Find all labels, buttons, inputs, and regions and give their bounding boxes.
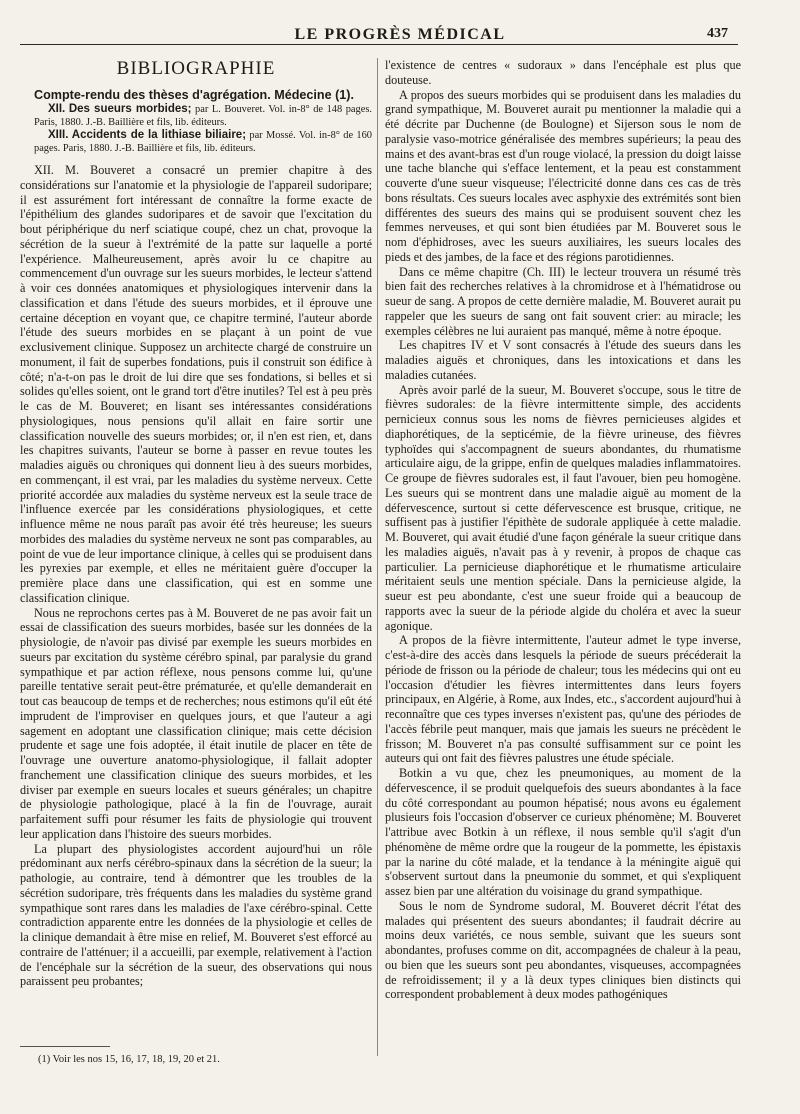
footnote: (1) Voir les nos 15, 16, 17, 18, 19, 20 et 21. — [38, 1054, 220, 1065]
left-column — [20, 58, 372, 1078]
body-paragraph: La plupart des physiologistes accordent aujourd'hui un rôle prédominant aux nerfs cérébro-spinaux dans la sécrétion de la sueur; la pathologie, au contraire, tend à démontrer que les troubles de la sécrétion sudoripare, très fréquents dans les maladies du système grand sympathique sont rares dans les maladies de l'axe cérébro-spinal. Cette contradiction apparente entre les données de la physiologie et celles de la clinique demandait à être mise en relief, M. Bouveret s'est efforcé au contraire de l'atténuer; il a accueilli, par exemple, relativement à l'action de l'encéphale sur la sécrétion de la sueur, des observations qui nous paraissent peu probantes; — [20, 841, 372, 989]
body-paragraph: Dans ce même chapitre (Ch. III) le lecteur trouvera un résumé très bien fait des recherches relatives à la chromidrose et à l'hématidrose ou sueur de sang. A propos de cette dernière maladie, M. Bouveret aurait pu rappeler que les sueurs de sang ont fait souvent crier: au miracle; les exemples célèbres ne lui auraient pas manqué, même à notre époque. — [385, 264, 741, 338]
reference-title: Accidents de la lithiase biliaire; — [71, 129, 247, 141]
reference-details: par Mossé. Vol. in-8° de 160 pages. Paris, 1880. J.-B. Baillière et fils, lib. éditeurs. — [34, 130, 372, 154]
reference-item — [20, 103, 372, 129]
body-paragraph: Après avoir parlé de la sueur, M. Bouveret s'occupe, sous le titre de fièvres sudorales: de la fièvre intermittente simple, des accidents pernicieux connus sous les noms de fièvres pernicieuses algides et diaphorétiques, de la septicémie, de la fièvre urineuse, des fièvres typhoïdes qui s'accompagnent de sueurs abondantes, du rhumatisme articulaire aigu, de la grippe, enfin de quelques maladies inflammatoires. Ce groupe de fièvres sudorales est, il faut l'avouer, bien peu homogène. Les sueurs qui se montrent dans une maladie aiguë au moment de la défervescence, surtout si cette défervescence est brusque, critique, ne suffisent pas à justifier l'épithète de sudorale appliquée à cette maladie. M. Bouveret, qui avait étudié d'une façon générale la sueur critique dans les maladies aiguës, n'avait pas à y revenir, à propos de chaque cas particulier. La pernicieuse diaphorétique et le rhumatisme articulaire méritaient seuls une mention spéciale. Dans la pernicieuse algide, la sueur est peu abondante, c'est une sueur froide qui a beaucoup de rapports avec la sueur de la période algide du choléra et avec la sueur agonique. — [385, 382, 741, 633]
body-paragraph: XII. M. Bouveret a consacré un premier chapitre à des considérations sur l'anatomie et la physiologie de l'appareil sudoripare; il est assurément fort intéressant de connaître la forme exacte de l'épithélium des glandes sudoripares et de savoir que l'excitation du bout périphérique du nerf sciatique coupé, chez un chat, provoque la sécrétion de la sueur à l'extrémité de la patte sur laquelle a porté l'expérience. Malheureusement, après avoir lu ce chapitre au commencement d'un ouvrage sur les sueurs morbides, le lecteur s'attend à voir ces données anatomiques et physiologiques intervenir dans la classification et dans l'étude des sueurs morbides, et il éprouve une certaine déception en voyant que, ce chapitre terminé, l'auteur aborde l'étude des sueurs morbides en se plaçant à un point de vue exclusivement clinique. Supposez un architecte chargé de construire un monument, il fait de superbes fondations, puis il construit son édifice à côté; n'a-t-on pas le droit de lui dire que ses fondations, si belles et si solides qu'elles soient, ont le grand tort d'être inutiles? Tel est à peu près le cas de M. Bouveret; en lisant ses intéressantes considérations physiologiques, nous pensions qu'il allait en faire sortir une classification nouvelle des sueurs morbides; or, il n'en est rien, et, dans les chapitres suivants, l'auteur se borne à passer en revue toutes les maladies aiguës ou chroniques qui donnent lieu à des sueurs morbides, en commençant, il est vrai, par les maladies du système nerveux. Cette priorité accordée aux maladies du système nerveux est la seule trace de l'influence exercée par les considérations physiologiques, et cette influence même ne nous paraît pas avoir été très heureuse; les sueurs morbides des maladies du système nerveux ne sont pas comparables, au point de vue de leur importance clinique, à celles qui se produisent dans les pyrexies par exemple, et elles ne méritaient guère d'occuper la première place dans une classification, qui est en somme une classification clinique. — [20, 163, 372, 605]
footnote-rule — [20, 1046, 110, 1047]
body-paragraph: Botkin a vu que, chez les pneumoniques, au moment de la défervescence, il se produit quelquefois des sueurs abondantes à la face du côté correspondant au poumon hépatisé; nous avons eu également plusieurs fois l'occasion d'observer ce curieux phénomène; M. Bouveret l'attribue avec Botkin à un réflexe, il nous semble qu'il s'agit d'un phénomène de même ordre que la rougeur de la pommette, les épistaxis par la narine du côté malade, et la tendance à la méningite aiguë qui s'observent surtout dans la pneumonie du sommet, et qui s'expliquent assez bien par une altération du voisinage du grand sympathique. — [385, 766, 741, 898]
reference-item — [20, 129, 372, 155]
reference-number: XIII. — [48, 129, 69, 141]
reference-number: XII. — [48, 103, 66, 115]
right-column — [385, 58, 741, 1058]
running-title: LE PROGRÈS MÉDICAL — [294, 26, 506, 43]
article-subtitle: Compte-rendu des thèses d'agrégation. Médecine (1). — [34, 88, 354, 102]
body-paragraph: Les chapitres IV et V sont consacrés à l'étude des sueurs dans les maladies aiguës et chroniques, dans les intoxications et dans les maladies cutanées. — [385, 338, 741, 382]
reference-title: Des sueurs morbides; — [68, 103, 192, 115]
header-rule — [20, 44, 738, 45]
body-paragraph: A propos des sueurs morbides qui se produisent dans les maladies du grand sympathique, M. Bouveret aurait pu mentionner la maladie qui a été décrite par Duchenne (de Boulogne) et Sijerson sous le nom de paralysie vaso-motrice généralisée des membres supérieurs; la peau des mains et des avant-bras est d'un rouge violacé, la pression du doigt laisse une tache blanche qui s'efface lentement, et la peau est constamment couverte d'une sueur visqueuse; l'électricité donne dans ces cas de très bons résultats. Ces sueurs locales avec asphyxie des extrémités sont bien différentes des sueurs des mains qui se produisent souvent chez les femmes nerveuses, et qui sont bien étudiées par M. Bouveret sous le nom d'éphidroses, avec les sueurs auxiliaires, les sueurs locales des pieds et des jambes, de la face et des régions parotidiennes. — [385, 87, 741, 264]
body-paragraph: A propos de la fièvre intermittente, l'auteur admet le type inverse, c'est-à-dire des accès dans lesquels la période de sueurs précéderait la période de frisson ou la période de chaleur; tous les médecins qui ont eu l'occasion d'étudier les fièvres intermittentes dans leurs foyers principaux, en Algérie, à Rome, aux Indes, etc., s'accordent aujourd'hui à reconnaître que ces types inverses n'existent pas, qu'une des périodes de l'accès fébrile peut manquer, mais que jamais les sueurs ne précèdent le frisson; M. Bouveret n'a pas consulté suffisamment sur ce point les auteurs qui ont fait des fièvres palustres une étude spéciale. — [385, 633, 741, 766]
page-number: 437 — [707, 26, 728, 41]
section-title: BIBLIOGRAPHIE — [116, 58, 276, 79]
reference-details: par L. Bouveret. Vol. in-8° de 148 pages. Paris, 1880. J.-B. Baillière et fils, lib. éditeurs. — [34, 104, 372, 128]
reference-list — [20, 103, 372, 155]
body-paragraph: Sous le nom de Syndrome sudoral, M. Bouveret décrit l'état des malades qui présentent des sueurs abondantes; il faudrait décrire au moins deux variétés, ce nous semble, suivant que les sueurs sont abondantes, profuses comme on dit, accompagnées de chaleur à la peau, ou bien que les sueurs sont peu abondantes, visqueuses, accompagnées de refroidissement; il y a là deux types cliniques bien distincts qui correspondent probablement à deux modes pathogéniques — [385, 898, 741, 1002]
column-divider — [377, 58, 378, 1056]
body-paragraph: l'existence de centres « sudoraux » dans l'encéphale est plus que douteuse. — [385, 58, 741, 87]
body-paragraph: Nous ne reprochons certes pas à M. Bouveret de ne pas avoir fait un essai de classification des sueurs morbides, basée sur les données de la physiologie, de n'avoir pas divisé par exemple les sueurs morbides en sueurs par excitation du système cérébro spinal, par paralysie du grand sympathique et par action réflexe, nous pensons comme lui, qu'une pareille tentative serait peut-être prématurée, et qu'elle demanderait en tout cas beaucoup de temps et de recherches; nous estimons qu'il eût été imprudent de l'improviser en quelques jours, et que l'auteur a agi sagement en adoptant une classification clinique; mais cette décision prudente et sage une fois adoptée, il était inutile de placer en tête de l'ouvrage une ouverture anatomo-physiologique, il fallait adopter franchement une classification clinique des sueurs morbides, et les diviser par exemple en sueurs locales et sueurs générales; un chapitre de physiologie pathologique, placé à la fin de l'ouvrage, aurait parfaitement suffi pour résumer les faits de physiologie qui trouvent leur application dans l'histoire des sueurs morbides. — [20, 605, 372, 841]
